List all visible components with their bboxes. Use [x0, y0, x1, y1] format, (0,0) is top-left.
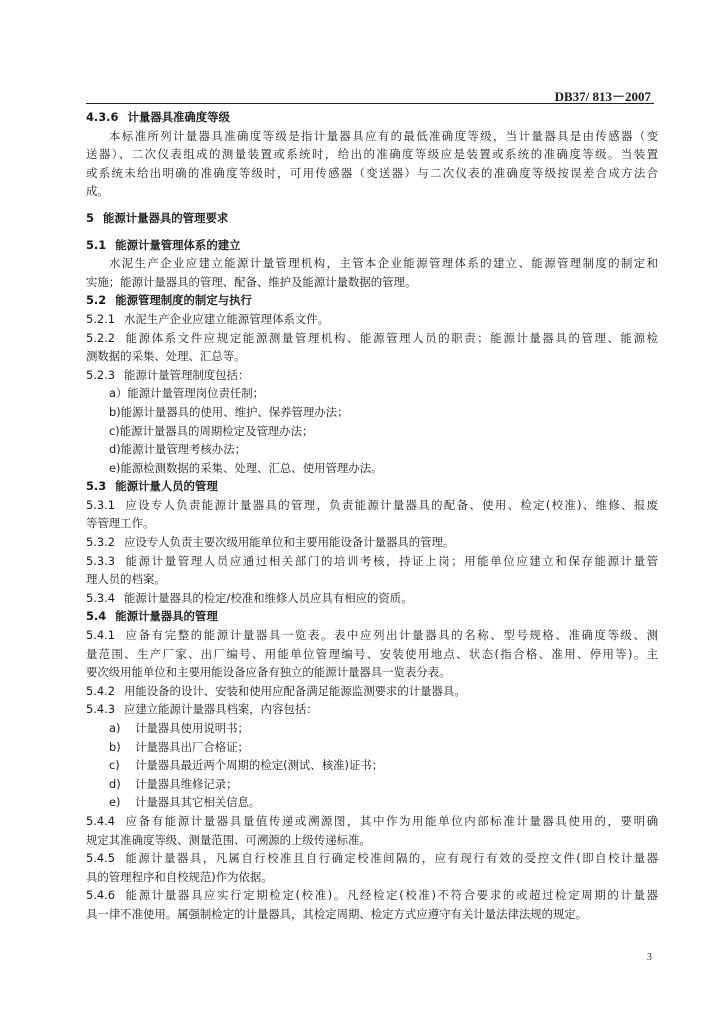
clause-number: 5.4.2 — [86, 683, 115, 698]
list-item: b)能源计量器具的使用、维护、保养管理办法； — [109, 404, 349, 419]
clause-number: 5.4.3 — [86, 702, 115, 717]
list-item: c)能源计量器具的周期检定及管理办法； — [109, 423, 314, 438]
clause-5-4-6 — [86, 886, 658, 905]
heading-title: 能源计量器具的管理 — [115, 609, 218, 624]
list-item: e)能源检测数据的采集、处理、汇总、使用管理办法。 — [109, 460, 383, 475]
document-body — [86, 108, 658, 924]
clause-text: 应备有能源计量器具量值传递或溯源图，其中作为用能单位内部标准计量器具使用的，要明确 — [123, 813, 658, 828]
clause-5-3-3 — [86, 552, 658, 571]
paragraph-line: 具一律不准使用。属强制检定的计量器具，其检定周期、检定方式应遵守有关计量法律法规的规定。 — [86, 906, 588, 921]
paragraph-line: 具的管理程序和自校规范)作为依据。 — [86, 869, 273, 884]
list-item — [86, 719, 658, 738]
list-item — [86, 738, 658, 757]
heading-number: 4.3.6 — [86, 110, 119, 124]
list-text: 计量器具出厂合格证； — [135, 739, 249, 754]
clause-number: 5.3.2 — [86, 535, 115, 550]
standard-code: DB37/ 813－2007 — [554, 89, 651, 104]
paragraph-line: 或系统未给出明确的准确度等级时，可用传感器（变送器）与二次仪表的准确度等级按误差合成方法合 — [86, 165, 658, 180]
heading-5-2 — [86, 291, 658, 310]
list-item — [86, 775, 658, 794]
paragraph-line: 要次级用能单位和主要用能设备应备有独立的能源计量器具一览表分表。 — [86, 665, 451, 680]
clause-text: 用能设备的设计、安装和使用应配备满足能源监测要求的计量器具。 — [123, 683, 466, 698]
heading-number: 5.2 — [86, 293, 107, 308]
paragraph-line: 规定其准确度等级、测量范围、可溯源的上级传递标准。 — [86, 832, 371, 847]
heading-5 — [86, 209, 658, 228]
header-rule — [86, 103, 654, 104]
heading-title: 计量器具准确度等级 — [127, 110, 230, 124]
clause-5-3-2 — [86, 533, 658, 552]
list-marker: a) — [109, 721, 121, 735]
list-item — [86, 793, 658, 812]
clause-text: 应备有完整的能源计量器具一览表。表中应列出计量器具的名称、型号规格、准确度等级、测 — [123, 628, 658, 643]
heading-title: 能源计量管理体系的建立 — [115, 237, 241, 252]
clause-number: 5.4.4 — [86, 813, 115, 828]
heading-5-3 — [86, 477, 658, 496]
heading-5-4 — [86, 607, 658, 626]
page-number: 3 — [647, 952, 652, 963]
clause-5-3-4 — [86, 589, 658, 608]
clause-text: 能源计量管理制度包括： — [123, 367, 250, 382]
clause-number: 5.2.1 — [86, 311, 115, 326]
clause-number: 5.3.4 — [86, 590, 115, 605]
paragraph-line: 水泥生产企业应建立能源计量管理机构，主管本企业能源管理体系的建立、能源管理制度的制定和 — [109, 256, 658, 271]
paragraph-line: 实施；能源计量器具的管理、配备、维护及能源计量数据的管理。 — [86, 274, 417, 289]
list-text: 计量器具维修记录； — [135, 776, 238, 791]
list-marker: b) — [109, 739, 121, 754]
clause-number: 5.3.1 — [86, 497, 115, 512]
list-item — [86, 756, 658, 775]
heading-title: 能源计量器具的管理要求 — [102, 210, 229, 225]
clause-5-4-2 — [86, 682, 658, 701]
clause-5-4-1 — [86, 626, 658, 645]
list-marker: e) — [109, 795, 121, 810]
list-item: d)能源计量管理考核办法； — [109, 442, 246, 457]
clause-number: 5.4.5 — [86, 851, 115, 866]
clause-text: 能源体系文件应规定能源测量管理机构、能源管理人员的职责；能源计量器具的管理、能源检 — [123, 330, 658, 345]
clause-text: 能源计量器具应实行定期检定(校准)。凡经检定(校准)不符合要求的或超过检定周期的计量器 — [123, 888, 658, 903]
clause-text: 应设专人负责主要次级用能单位和主要用能设备计量器具的管理。 — [123, 535, 455, 550]
clause-5-4-4 — [86, 812, 658, 831]
heading-number: 5.4 — [86, 609, 107, 624]
paragraph-line: 理人员的档案。 — [86, 572, 166, 587]
heading-5-1 — [86, 236, 658, 255]
clause-5-2-2 — [86, 329, 658, 348]
clause-number: 5.2.3 — [86, 367, 115, 382]
clause-number: 5.3.3 — [86, 553, 115, 568]
clause-text: 应设专人负责能源计量器具的管理，负责能源计量器具的配备、使用、检定(校准)、维修、报废 — [123, 497, 658, 512]
clause-number: 5.4.6 — [86, 888, 115, 903]
heading-number: 5.1 — [86, 237, 107, 252]
clause-text: 能源计量器具，凡属自行校准且自行确定校准间隔的，应有现行有效的受控文件(即自校计量器 — [123, 851, 658, 866]
clause-number: 5.2.2 — [86, 330, 115, 345]
paragraph-line: 送器）、二次仪表组成的测量装置或系统时，给出的准确度等级应是装置或系统的准确度等级。当装置 — [86, 147, 658, 162]
list-marker: c) — [109, 758, 120, 773]
paragraph-line: 量范围、生产厂家、出厂编号、用能单位管理编号、安装使用地点、状态(指合格、准用、停用等)。主 — [86, 646, 658, 661]
paragraph-line: 测数据的采集、处理、汇总等。 — [86, 349, 246, 364]
heading-title: 能源计量人员的管理 — [115, 479, 218, 494]
list-item: a）能源计量管理岗位责任制； — [109, 386, 265, 401]
clause-5-4-3 — [86, 700, 658, 719]
list-text: 计量器具其它相关信息。 — [135, 795, 261, 810]
clause-text: 应建立能源计量器具档案，内容包括： — [123, 702, 318, 717]
heading-number: 5 — [86, 210, 94, 225]
clause-text: 能源计量器具的检定/校准和维修人员应具有相应的资质。 — [123, 590, 413, 605]
paragraph-line: 成。 — [86, 184, 109, 199]
clause-5-4-5 — [86, 849, 658, 868]
paragraph-line: 等管理工作。 — [86, 516, 155, 531]
list-text: 计量器具最近两个周期的检定(测试、核准)证书； — [135, 758, 384, 773]
clause-5-3-1 — [86, 496, 658, 515]
clause-text: 能源计量管理人员应通过相关部门的培训考核，持证上岗；用能单位应建立和保存能源计量管 — [123, 553, 658, 568]
clause-5-2-1 — [86, 310, 658, 329]
paragraph-line: 本标准所列计量器具准确度等级是指计量器具应有的最低准确度等级，当计量器具是由传感器（变 — [109, 128, 658, 143]
heading-4-3-6 — [86, 108, 658, 127]
heading-title: 能源管理制度的制定与执行 — [115, 293, 252, 308]
list-text: 计量器具使用说明书； — [135, 721, 249, 735]
clause-5-2-3 — [86, 366, 658, 385]
heading-number: 5.3 — [86, 479, 107, 494]
list-marker: d) — [109, 776, 121, 791]
clause-text: 水泥生产企业应建立能源管理体系文件。 — [123, 311, 330, 326]
clause-number: 5.4.1 — [86, 628, 115, 643]
